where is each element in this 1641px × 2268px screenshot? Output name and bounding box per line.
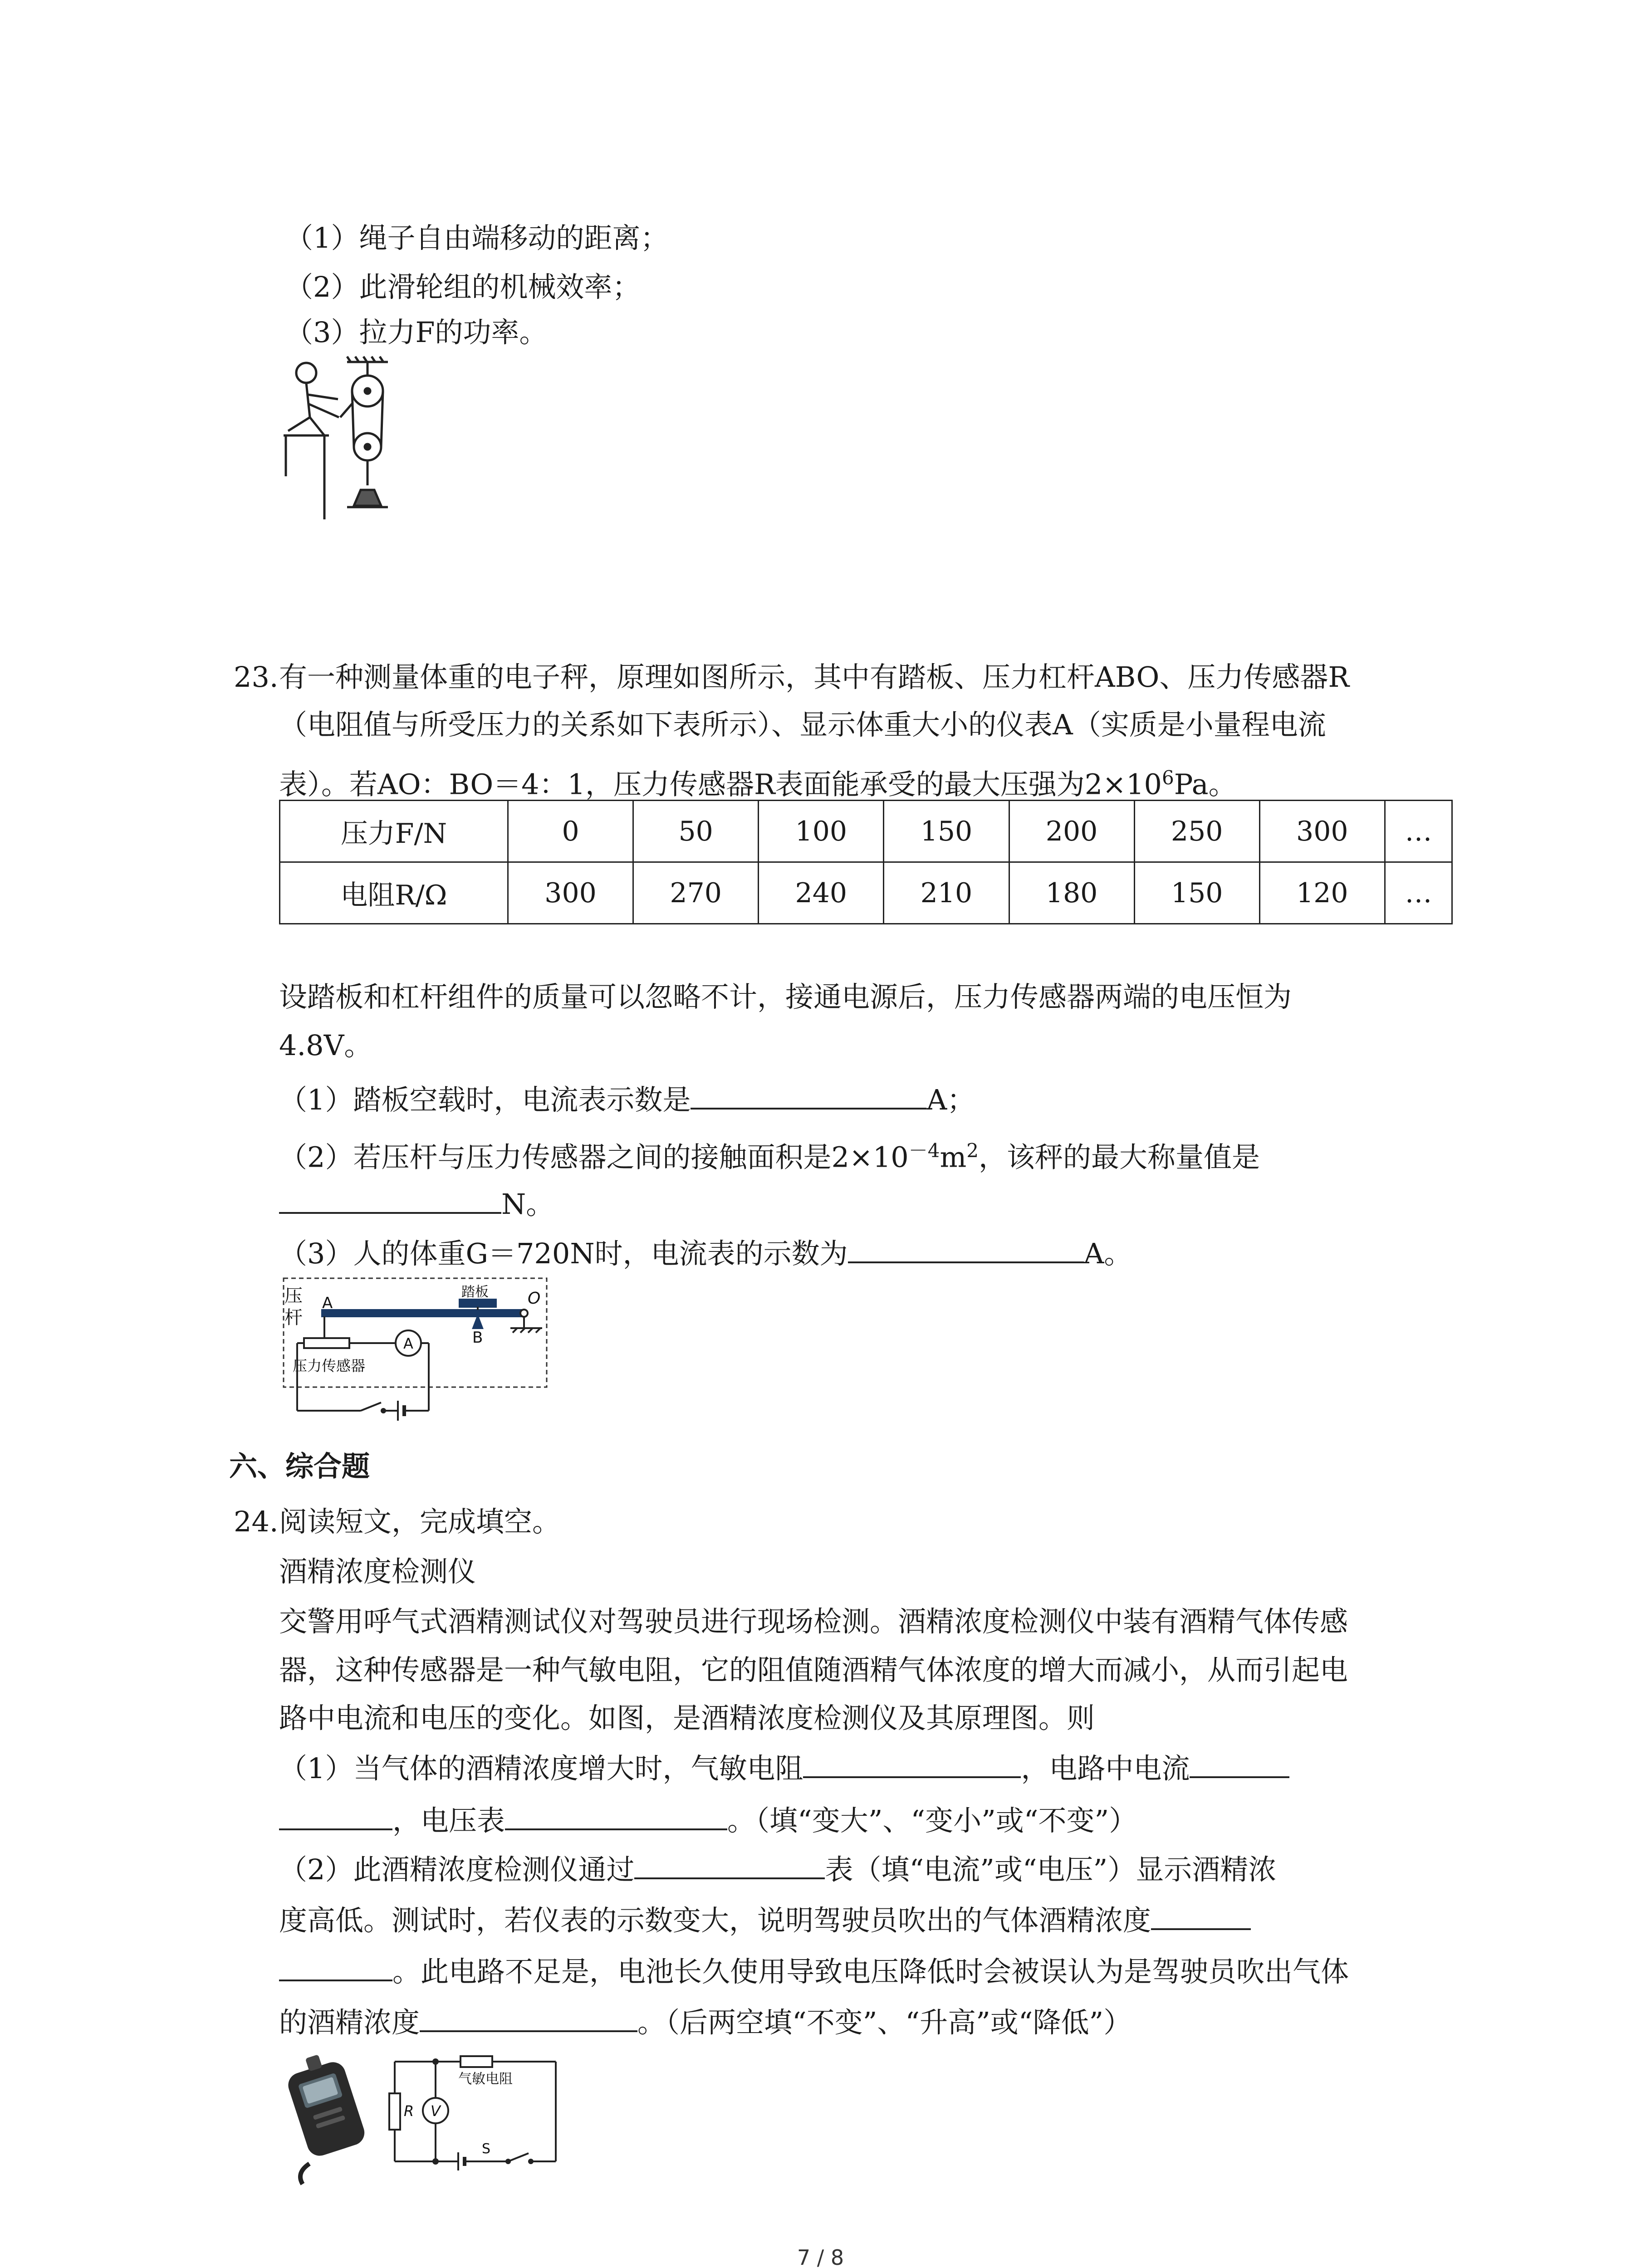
q23-intro-line1: 有一种测量体重的电子秤，原理如图所示，其中有踏板、压力杠杆ABO、压力传感器R [279, 660, 1349, 694]
table-cell: … [1385, 801, 1452, 862]
answer-blank[interactable] [1190, 1747, 1289, 1778]
q23-sub2-line2: N。 [279, 1183, 554, 1225]
table-cell: 200 [1009, 801, 1134, 862]
q24-sub2-line1: （2）此酒精浓度检测仪通过 表（填“电流”或“电压”）显示酒精浓 [279, 1848, 1276, 1890]
q22-sub1: （1）绳子自由端移动的距离； [285, 221, 669, 254]
section-title: 六、综合题 [229, 1450, 370, 1483]
label-pressure-sensor: 压力传感器 [293, 1357, 366, 1374]
q24-para-line2: 器，这种传感器是一种气敏电阻，它的阻值随酒精气体浓度的增大而减小，从而引起电 [279, 1653, 1348, 1686]
table-cell: 270 [633, 862, 759, 924]
table-row [280, 862, 1452, 924]
q22-sub2: （2）此滑轮组的机械效率； [285, 270, 641, 303]
table-cell: 0 [508, 801, 633, 862]
q24-sub1-line1: （1）当气体的酒精浓度增大时，气敏电阻 ，电路中电流 [279, 1747, 1289, 1789]
pressure-resistance-table [279, 800, 1453, 924]
answer-blank[interactable] [1151, 1899, 1251, 1930]
answer-blank[interactable] [420, 2001, 637, 2032]
table-cell: 300 [1259, 801, 1385, 862]
q23-sub2-line1: （2）若压杆与压力传感器之间的接触面积是$2\times 10^{-4}m^2$，该秤的最大称量值是 [279, 1139, 1260, 1174]
q24-article-title: 酒精浓度检测仪 [279, 1555, 476, 1588]
table-cell: 120 [1259, 862, 1385, 924]
q23-para-line2: 4.8V。 [279, 1029, 372, 1062]
q24-sub2-line3: 。此电路不足是，电池长久使用导致电压降低时会被误认为是驾驶员吹出气体 [279, 1950, 1349, 1992]
q23-intro-line3: 表）。若AO：BO＝4：1，压力传感器R表面能承受的最大压强为$2\times 10^6Pa$。 [279, 767, 1237, 801]
table-row [280, 801, 1452, 862]
breathalyzer-device-image [278, 2050, 387, 2186]
q24-sub2-line2: 度高低。测试时，若仪表的示数变大，说明驾驶员吹出的气体酒精浓度 [279, 1899, 1251, 1941]
table-cell: 180 [1009, 862, 1134, 924]
label-gas-sensor: 气敏电阻 [458, 2071, 513, 2087]
table-header-pressure: 压力F/N [280, 801, 508, 862]
q24-para-line1: 交警用呼气式酒精测试仪对驾驶员进行现场检测。酒精浓度检测仪中装有酒精气体传感 [279, 1605, 1348, 1638]
scale-circuit-diagram [279, 1275, 551, 1424]
table-header-resistance: 电阻R/Ω [280, 862, 508, 924]
table-cell: 100 [759, 801, 884, 862]
table-cell: 150 [1134, 862, 1259, 924]
q24-sub2-line4: 的酒精浓度 。（后两空填“不变”、“升高”或“降低”） [279, 2001, 1132, 2043]
answer-blank[interactable] [505, 1799, 727, 1830]
q22-sub3: （3）拉力F的功率。 [285, 316, 548, 349]
label-press-rod-1: 压 [284, 1286, 303, 1306]
q23-number: 23. [234, 660, 279, 694]
q23-sub1: （1）踏板空载时，电流表示数是 A； [279, 1079, 975, 1120]
q24-para-line3: 路中电流和电压的变化。如图，是酒精浓度检测仪及其原理图。则 [279, 1701, 1095, 1735]
answer-blank[interactable] [279, 1799, 392, 1830]
table-cell: 150 [884, 801, 1009, 862]
label-point-a: A [322, 1294, 333, 1312]
answer-blank[interactable] [279, 1183, 501, 1214]
table-cell: 50 [633, 801, 759, 862]
table-cell: 300 [508, 862, 633, 924]
table-cell: … [1385, 862, 1452, 924]
answer-blank[interactable] [848, 1232, 1084, 1263]
voltmeter-icon: V [431, 2102, 441, 2120]
q24-intro: 阅读短文，完成填空。 [279, 1505, 561, 1538]
label-resistor-r: R [404, 2102, 414, 2120]
ammeter-icon: A [403, 1335, 413, 1352]
answer-blank[interactable] [279, 1950, 392, 1981]
label-pedal: 踏板 [461, 1284, 489, 1300]
q23-para-line1: 设踏板和杠杆组件的质量可以忽略不计，接通电源后，压力传感器两端的电压恒为 [279, 980, 1292, 1013]
answer-blank[interactable] [634, 1848, 825, 1879]
q23-sub3: （3）人的体重G＝720N时，电流表的示数为 A。 [279, 1232, 1132, 1274]
table-cell: 210 [884, 862, 1009, 924]
label-press-rod-2: 杆 [284, 1307, 303, 1328]
label-pivot-o: O [528, 1289, 541, 1308]
breathalyzer-circuit-diagram [386, 2053, 567, 2175]
q24-sub1-line2: ，电压表 。（填“变大”、“变小”或“不变”） [279, 1799, 1137, 1841]
q23-intro-line2: （电阻值与所受压力的关系如下表所示）、显示体重大小的仪表A（实质是小量程电流 [279, 708, 1326, 741]
q24-number: 24. [234, 1505, 279, 1538]
pulley-diagram [279, 354, 411, 522]
table-cell: 250 [1134, 801, 1259, 862]
label-switch-s: S [482, 2141, 491, 2157]
answer-blank[interactable] [803, 1747, 1021, 1778]
answer-blank[interactable] [691, 1079, 926, 1110]
table-cell: 240 [759, 862, 884, 924]
label-point-b: B [472, 1329, 483, 1347]
page-number: 7 / 8 [797, 2245, 844, 2268]
